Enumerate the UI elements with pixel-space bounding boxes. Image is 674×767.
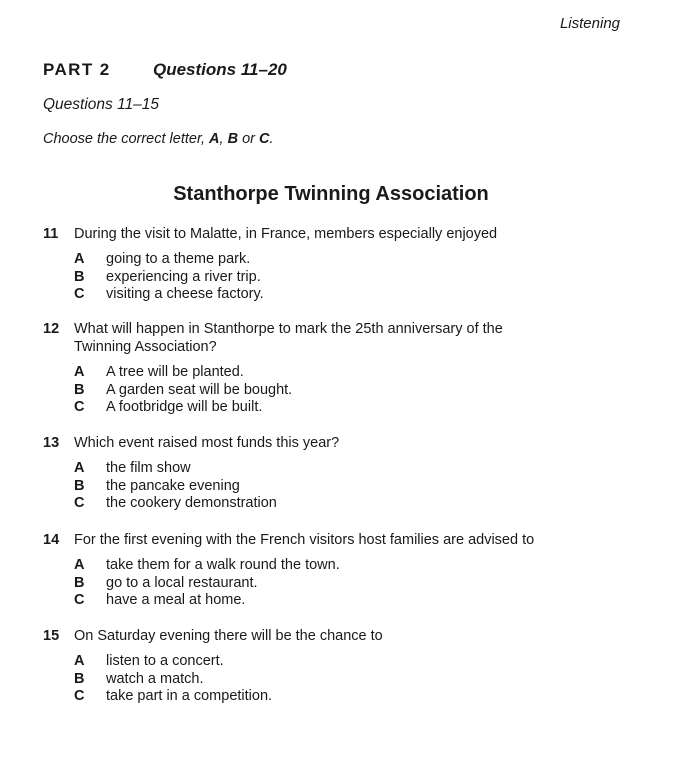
instruction-sep-2: or xyxy=(238,131,260,147)
question-12 xyxy=(43,320,643,417)
option-c[interactable] xyxy=(74,592,643,610)
option-letter: B xyxy=(74,574,85,591)
option-letter: B xyxy=(74,268,85,285)
option-list xyxy=(74,557,643,610)
question-11 xyxy=(43,225,643,304)
option-a[interactable] xyxy=(74,460,643,478)
instruction-sep-1: , xyxy=(219,131,228,147)
option-a[interactable] xyxy=(74,557,643,575)
page-title: Stanthorpe Twinning Association xyxy=(173,183,489,205)
option-letter: C xyxy=(74,286,85,302)
option-text: A garden seat will be bought. xyxy=(106,381,293,398)
option-b[interactable] xyxy=(74,575,643,593)
option-text: the cookery demonstration xyxy=(106,495,277,511)
option-list xyxy=(74,364,643,417)
question-number: 13 xyxy=(43,435,60,451)
question-14 xyxy=(43,531,643,610)
option-text: going to a theme park. xyxy=(106,251,251,267)
option-text: the pancake evening xyxy=(106,477,240,494)
option-letter: C xyxy=(74,688,85,704)
option-letter: A xyxy=(74,460,85,476)
option-text: the film show xyxy=(106,460,191,476)
instruction-letter-c: C xyxy=(259,131,270,147)
option-letter: A xyxy=(74,557,85,573)
question-13 xyxy=(43,434,643,513)
instruction-prefix: Choose the correct letter, xyxy=(43,131,210,147)
question-number: 11 xyxy=(43,226,59,242)
option-c[interactable] xyxy=(74,688,643,706)
instruction xyxy=(43,131,274,147)
instruction-end: . xyxy=(269,131,274,147)
question-number: 12 xyxy=(43,321,60,337)
option-letter: C xyxy=(74,495,85,511)
option-list xyxy=(74,653,643,706)
option-b[interactable] xyxy=(74,269,643,287)
option-a[interactable] xyxy=(74,653,643,671)
option-text: visiting a cheese factory. xyxy=(106,286,264,302)
option-text: watch a match. xyxy=(106,670,204,687)
option-letter: A xyxy=(74,364,85,380)
part-label: PART 2 xyxy=(43,60,111,79)
subsection-range: Questions 11–15 xyxy=(43,96,160,113)
instruction-letter-b: B xyxy=(227,131,239,147)
option-list xyxy=(74,251,643,304)
option-list xyxy=(74,460,643,513)
option-a[interactable] xyxy=(74,364,643,382)
question-15 xyxy=(43,627,643,706)
option-text: A footbridge will be built. xyxy=(106,399,263,415)
question-text: What will happen in Stanthorpe to mark the 25th anniversary of the Twinning Association? xyxy=(74,321,503,355)
option-text: take them for a walk round the town. xyxy=(106,557,340,573)
option-letter: B xyxy=(74,381,85,398)
option-c[interactable] xyxy=(74,399,643,417)
option-b[interactable] xyxy=(74,478,643,496)
option-c[interactable] xyxy=(74,495,643,513)
option-text: listen to a concert. xyxy=(106,653,224,669)
option-letter: C xyxy=(74,592,85,608)
option-letter: C xyxy=(74,399,85,415)
question-text: On Saturday evening there will be the chance to xyxy=(74,628,383,644)
question-text: For the first evening with the French visitors host families are advised to xyxy=(74,532,535,548)
option-c[interactable] xyxy=(74,286,643,304)
option-letter: B xyxy=(74,670,85,687)
instruction-letter-a: A xyxy=(209,131,220,147)
option-b[interactable] xyxy=(74,671,643,689)
option-text: take part in a competition. xyxy=(106,688,273,704)
option-a[interactable] xyxy=(74,251,643,269)
option-text: have a meal at home. xyxy=(106,592,246,608)
question-number: 14 xyxy=(43,532,60,548)
option-text: experiencing a river trip. xyxy=(106,268,261,285)
option-letter: A xyxy=(74,251,85,267)
question-text: During the visit to Malatte, in France, members especially enjoyed xyxy=(74,226,498,242)
option-b[interactable] xyxy=(74,382,643,400)
option-letter: A xyxy=(74,653,85,669)
question-text: Which event raised most funds this year? xyxy=(74,435,340,451)
question-number: 15 xyxy=(43,628,60,644)
option-letter: B xyxy=(74,477,85,494)
option-text: A tree will be planted. xyxy=(106,364,244,380)
part-questions-range: Questions 11–20 xyxy=(153,60,287,79)
section-label: Listening xyxy=(559,15,620,32)
option-text: go to a local restaurant. xyxy=(106,574,258,591)
